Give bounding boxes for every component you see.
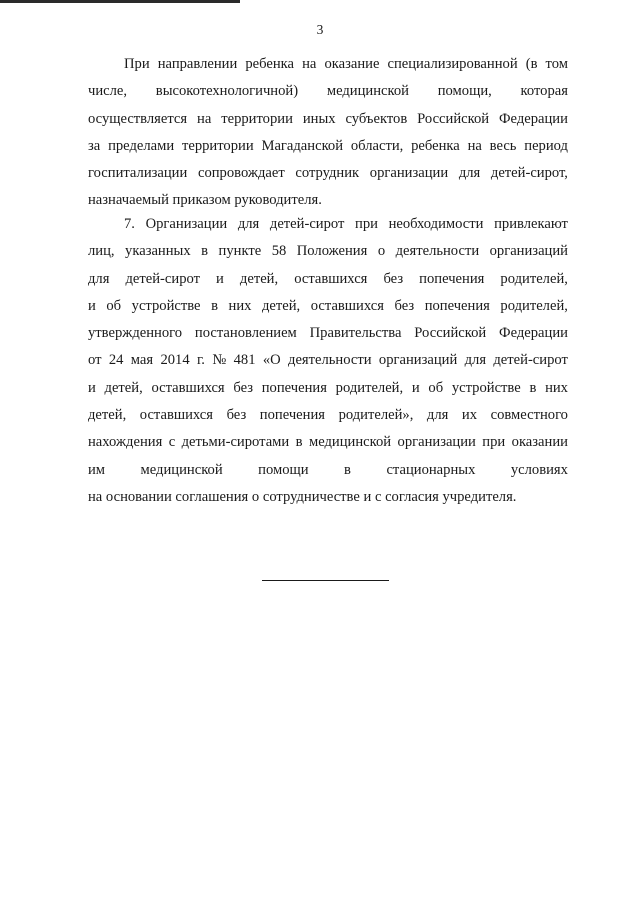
word: них (545, 379, 568, 396)
word: деятельности (288, 352, 372, 369)
word: в (211, 297, 218, 314)
word: детей-сирот (493, 352, 568, 369)
word: Федерации (499, 325, 568, 342)
word: детей, (239, 270, 279, 287)
word: стационарных (386, 461, 476, 478)
word: иных (302, 110, 336, 127)
word: за (88, 137, 101, 154)
word: Российской (414, 325, 487, 342)
word: них (228, 297, 252, 314)
word: организаций (489, 243, 568, 260)
word: оказание (324, 56, 380, 72)
word: высокотехнологичной) (155, 83, 299, 100)
word: без (394, 297, 415, 314)
word: в (529, 379, 537, 396)
word: попечения (259, 407, 325, 424)
word: направлении (157, 56, 238, 72)
word: с (168, 434, 176, 451)
word: для (458, 165, 481, 182)
word: устройстве (131, 297, 201, 314)
word: детей, (261, 297, 301, 314)
word: организаций (378, 352, 458, 369)
word: оставшихся (310, 297, 384, 314)
word: попечения (419, 270, 485, 287)
word: Российской (417, 110, 490, 127)
end-of-text-rule (262, 580, 389, 581)
word: для (237, 216, 260, 232)
word: 58 (271, 243, 287, 260)
word: 481 (233, 352, 256, 369)
word: При (124, 56, 150, 72)
word: период (524, 137, 568, 154)
text-line (88, 266, 568, 293)
word: родителей», (338, 407, 414, 424)
word: родителей, (500, 270, 568, 287)
word: и (88, 297, 96, 314)
word: на (302, 56, 317, 72)
word: привлекают (494, 216, 568, 232)
word: устройстве (451, 379, 521, 396)
word: сотрудник (295, 165, 360, 182)
word: на (467, 137, 482, 154)
text-line (88, 51, 568, 78)
word: детьми-сиротами (181, 434, 290, 451)
word: детей-сирот (125, 270, 200, 287)
word: Правительства (309, 325, 402, 342)
word: при (482, 434, 506, 451)
text-line (88, 293, 568, 320)
word: родителей, (500, 297, 568, 314)
word: в (201, 243, 209, 260)
word: необходимости (388, 216, 484, 232)
text-line (88, 402, 568, 429)
text-line (88, 429, 568, 456)
scan-edge-mark (0, 0, 240, 3)
word: лиц, (88, 243, 115, 260)
word: медицинской (326, 83, 409, 100)
text-line (88, 238, 568, 265)
word: Положения (296, 243, 368, 260)
word: № (212, 352, 227, 369)
word: пункте (218, 243, 262, 260)
page-number: 3 (316, 22, 324, 37)
text-line (88, 347, 568, 374)
word: территории (221, 110, 293, 127)
word: помощи (258, 461, 309, 478)
word: на (197, 110, 212, 127)
word: от (88, 352, 102, 369)
text-line (88, 211, 568, 238)
word: специализированной (387, 56, 518, 72)
word: детей, (88, 407, 127, 424)
text-line (88, 320, 568, 347)
word: сопровождает (197, 165, 285, 182)
text-line-content: назначаемый приказом руководителя. (88, 192, 322, 209)
word: оставшихся (139, 407, 213, 424)
word: Организации (145, 216, 228, 232)
word: детей-сирот, (490, 165, 568, 182)
word: без (226, 407, 247, 424)
text-line (88, 133, 568, 160)
word: об (106, 297, 122, 314)
word: о (377, 243, 386, 260)
word: и (411, 379, 420, 396)
word: области, (350, 137, 404, 154)
paragraph-item-7 (88, 211, 568, 511)
word: ребенка (245, 56, 295, 72)
word: для (426, 407, 449, 424)
word: их (461, 407, 478, 424)
text-line (88, 160, 568, 187)
word: пределами (108, 137, 175, 154)
word: 24 (108, 352, 124, 369)
word: для (88, 270, 110, 287)
word: без (233, 379, 254, 396)
word: 2014 (160, 352, 190, 369)
word: нахождения (88, 434, 163, 451)
word: им (88, 461, 106, 478)
text-line-spread (88, 457, 568, 484)
word: субъектов (345, 110, 408, 127)
word: родителей, (335, 379, 404, 396)
word: ребенка (411, 137, 460, 154)
word: организации (397, 434, 476, 451)
word: попечения (424, 297, 490, 314)
text-line (88, 375, 568, 402)
word: медицинской (308, 434, 392, 451)
word: том (545, 56, 568, 72)
word: Федерации (499, 110, 568, 127)
word: деятельности (395, 243, 480, 260)
word: весь (489, 137, 517, 154)
word: оказании (511, 434, 568, 451)
word: мая (130, 352, 154, 369)
word: 7. (124, 216, 135, 232)
word: и (88, 379, 96, 396)
word: «О (262, 352, 281, 369)
word: (в (525, 56, 538, 72)
text-line-spread (88, 78, 568, 105)
word: утвержденного (88, 325, 183, 342)
word: при (355, 216, 378, 232)
text-line (88, 106, 568, 133)
word: оставшихся (294, 270, 368, 287)
word: указанных (125, 243, 191, 260)
word: медицинской (140, 461, 223, 478)
word: помощи, (437, 83, 492, 100)
word: совместного (490, 407, 568, 424)
text-line-content: на основании соглашения о сотрудничестве и с согласия учредителя. (88, 488, 517, 505)
word: осуществляется (88, 110, 188, 127)
paragraph-escort (88, 51, 568, 215)
word: об (428, 379, 444, 396)
word: попечения (261, 379, 327, 396)
word: без (383, 270, 404, 287)
word: оставшихся (151, 379, 225, 396)
word: в (344, 461, 351, 478)
word: числе, (88, 83, 128, 100)
word: которая (520, 83, 568, 100)
word: организации (369, 165, 449, 182)
text-line-last (88, 484, 568, 511)
word: госпитализации (88, 165, 188, 182)
word: г. (196, 352, 205, 369)
word: детей, (104, 379, 143, 396)
word: Магаданской (261, 137, 344, 154)
word: в (295, 434, 303, 451)
word: постановлением (194, 325, 297, 342)
word: для (464, 352, 487, 369)
word: и (216, 270, 224, 287)
word: детей-сирот (269, 216, 345, 232)
word: территории (181, 137, 254, 154)
word: условиях (510, 461, 568, 478)
